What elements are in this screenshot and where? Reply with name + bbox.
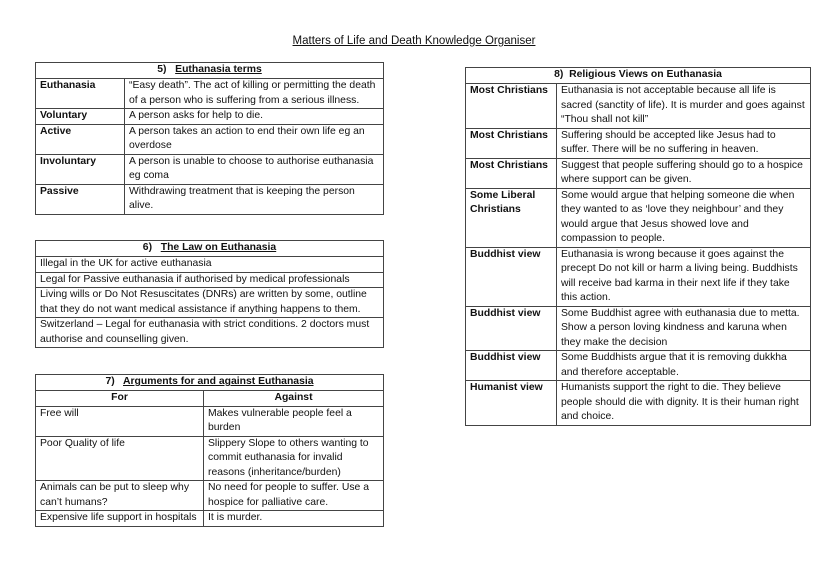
argument-for: Animals can be put to sleep why can’t humans? [36, 481, 204, 511]
religious-row [466, 351, 811, 381]
law-text: Living wills or Do Not Resuscitates (DNRs) are written by some, outline that they do not want medical assistance if anything happens to them. [36, 288, 384, 318]
argument-for: Poor Quality of life [36, 436, 204, 481]
law-text: Legal for Passive euthanasia if authorised by medical professionals [36, 272, 384, 288]
arguments-heading [36, 375, 384, 391]
law-table [35, 240, 384, 348]
argument-against: Makes vulnerable people feel a burden [204, 406, 384, 436]
argument-for: Expensive life support in hospitals [36, 511, 204, 527]
religious-group: Most Christians [466, 84, 557, 129]
term-definition: A person takes an action to end their own life eg an overdose [125, 124, 384, 154]
religious-view: Euthanasia is wrong because it goes against the precept Do not kill or harm a living being. Buddhists will receive bad karma in their next life if they take this action. [557, 247, 811, 306]
term-definition: “Easy death”. The act of killing or permitting the death of a person who is suffering from a serious illness. [125, 79, 384, 109]
arguments-row [36, 436, 384, 481]
law-text: Switzerland – Legal for euthanasia with strict conditions. 2 doctors must authorise and counselling given. [36, 318, 384, 348]
religious-group: Some Liberal Christians [466, 188, 557, 247]
terms-row [36, 79, 384, 109]
religious-views-table [465, 67, 811, 426]
religious-group: Buddhist view [466, 247, 557, 306]
argument-against: No need for people to suffer. Use a hospice for palliative care. [204, 481, 384, 511]
terms-row [36, 124, 384, 154]
term-definition: A person asks for help to die. [125, 109, 384, 125]
arguments-row [36, 481, 384, 511]
religious-row [466, 84, 811, 129]
religious-heading-text: Religious Views on Euthanasia [569, 69, 722, 80]
terms-heading [36, 63, 384, 79]
arguments-header-row [36, 375, 384, 391]
page-title: Matters of Life and Death Knowledge Organiser [292, 35, 536, 47]
argument-against: Slippery Slope to others wanting to commit euthanasia for invalid reasons (inheritance/burden) [204, 436, 384, 481]
column-header-for: For [36, 391, 204, 407]
term-label: Passive [36, 184, 125, 214]
arguments-column-headers [36, 391, 384, 407]
religious-view: Some would argue that helping someone die when they wanted to as ‘love they neighbour’ and they would argue that Jesus showed love and compassion to people. [557, 188, 811, 247]
religious-row [466, 188, 811, 247]
religious-row [466, 306, 811, 351]
argument-for: Free will [36, 406, 204, 436]
terms-row [36, 184, 384, 214]
term-label: Euthanasia [36, 79, 125, 109]
law-number: 6) [142, 242, 153, 253]
religious-number: 8) [554, 69, 564, 80]
religious-header-row [466, 68, 811, 84]
term-label: Active [36, 124, 125, 154]
religious-group: Humanist view [466, 381, 557, 426]
arguments-row [36, 511, 384, 527]
law-heading-text: The Law on Euthanasia [160, 242, 277, 253]
terms-number: 5) [157, 64, 167, 75]
euthanasia-terms-table [35, 62, 384, 215]
terms-row [36, 109, 384, 125]
column-header-against: Against [204, 391, 384, 407]
religious-row [466, 158, 811, 188]
religious-group: Most Christians [466, 128, 557, 158]
law-header-row [36, 241, 384, 257]
law-heading [36, 241, 384, 257]
religious-view: Some Buddhist agree with euthanasia due to metta. Show a person loving kindness and karuna when they make the decision [557, 306, 811, 351]
religious-row [466, 381, 811, 426]
law-row [36, 318, 384, 348]
religious-view: Suffering should be accepted like Jesus had to suffer. There will be no suffering in heaven. [557, 128, 811, 158]
religious-view: Humanists support the right to die. They believe people should die with dignity. It is their human right and choice. [557, 381, 811, 426]
law-row [36, 257, 384, 273]
term-definition: Withdrawing treatment that is keeping the person alive. [125, 184, 384, 214]
law-row [36, 288, 384, 318]
law-text: Illegal in the UK for active euthanasia [36, 257, 384, 273]
term-label: Involuntary [36, 154, 125, 184]
religious-group: Most Christians [466, 158, 557, 188]
law-row [36, 272, 384, 288]
terms-heading-text: Euthanasia terms [175, 64, 262, 75]
arguments-table [35, 374, 384, 527]
religious-group: Buddhist view [466, 306, 557, 351]
religious-view: Euthanasia is not acceptable because all life is sacred (sanctity of life). It is murder and goes against “Thou shall not kill” [557, 84, 811, 129]
religious-view: Suggest that people suffering should go to a hospice where support can be given. [557, 158, 811, 188]
religious-view: Some Buddhists argue that it is removing dukkha and therefore acceptable. [557, 351, 811, 381]
religious-row [466, 128, 811, 158]
argument-against: It is murder. [204, 511, 384, 527]
terms-header-row [36, 63, 384, 79]
terms-row [36, 154, 384, 184]
religious-row [466, 247, 811, 306]
arguments-number: 7) [105, 376, 115, 387]
term-definition: A person is unable to choose to authorise euthanasia eg coma [125, 154, 384, 184]
religious-heading [466, 68, 811, 84]
religious-group: Buddhist view [466, 351, 557, 381]
arguments-row [36, 406, 384, 436]
term-label: Voluntary [36, 109, 125, 125]
arguments-heading-text: Arguments for and against Euthanasia [123, 376, 314, 387]
